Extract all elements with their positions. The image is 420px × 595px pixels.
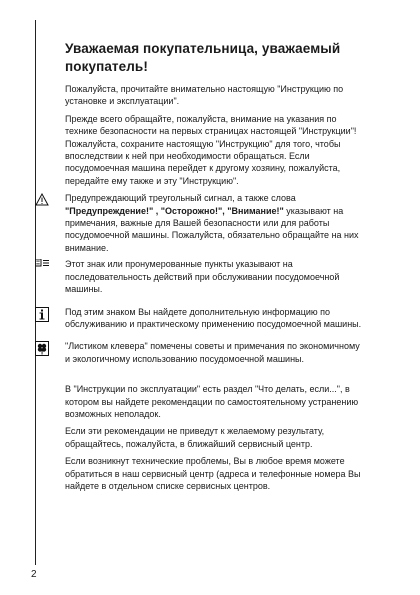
numbered-text: Этот знак или пронумерованные пункты указывают на последовательность действий при обслуживании посудомоечной машины.: [65, 259, 340, 295]
numbered-list-icon: [35, 259, 53, 277]
page-number: 2: [31, 569, 37, 580]
warning-lead: Предупреждающий треугольный сигнал, а также слова: [65, 193, 296, 204]
intro-paragraph-2: Прежде всего обращайте, пожалуйста, внимание на указания по технике безопасности на первых страницах настоящей "Инструкции"! Пожалуйста, сохраните настоящую "Инструкцию" для того, чтобы впоследствии к ней при необходимости обращаться. Если посудомоечная машина перейдет к другому хозяину, пожалуйста, передайте ему также и эту "Инструкцию".: [65, 113, 357, 186]
info-icon: [35, 307, 53, 325]
clover-text: "Листиком клевера" помечены советы и примечания по экономичному и экологичному использованию посудомоечной машины.: [65, 341, 360, 364]
clover-note: [65, 340, 365, 365]
clover-leaf-icon: [35, 341, 53, 359]
intro-paragraph-1: Пожалуйста, прочитайте внимательно настоящую "Инструкцию по установке и эксплуатации".: [65, 84, 344, 107]
outro-paragraph-3: Если возникнут технические проблемы, Вы в любое время можете обратиться в наш сервисный центр (адреса и телефонные номера Вы найдете в отдельном списке сервисных центров.: [65, 456, 361, 491]
warning-text: [65, 192, 365, 254]
outro-paragraph-1: В "Инструкции по эксплуатации" есть раздел "Что делать, если...", в котором вы найдете рекомендации по самостоятельному устранению возможных неполадок.: [65, 384, 359, 419]
info-text: Под этим знаком Вы найдете дополнительную информацию по обслуживанию и практическому применению посудомоечной машины.: [65, 306, 362, 329]
page-content: [65, 40, 365, 497]
warning-note: [65, 192, 365, 254]
warning-rest: указывают на примечания, важные для Вашей безопасности или для работы посудомоечной машины. Пожалуйста, обязательно обращайте на них внимание.: [65, 205, 359, 253]
margin-rule: [35, 20, 36, 565]
page-title: Уважаемая покупательница, уважаемый покупатель!: [65, 41, 341, 74]
outro-paragraph-2: Если эти рекомендации не приведут к желаемому результату, обращайтесь, пожалуйста, в ближайший сервисный центр.: [65, 426, 325, 449]
numbered-note: [65, 258, 365, 295]
section-spacer: [65, 369, 365, 383]
warning-keywords: "Предупреждение!" , "Осторожно!", "Внимание!": [65, 205, 284, 216]
warning-triangle-icon: [35, 193, 53, 211]
info-note: [65, 306, 365, 331]
